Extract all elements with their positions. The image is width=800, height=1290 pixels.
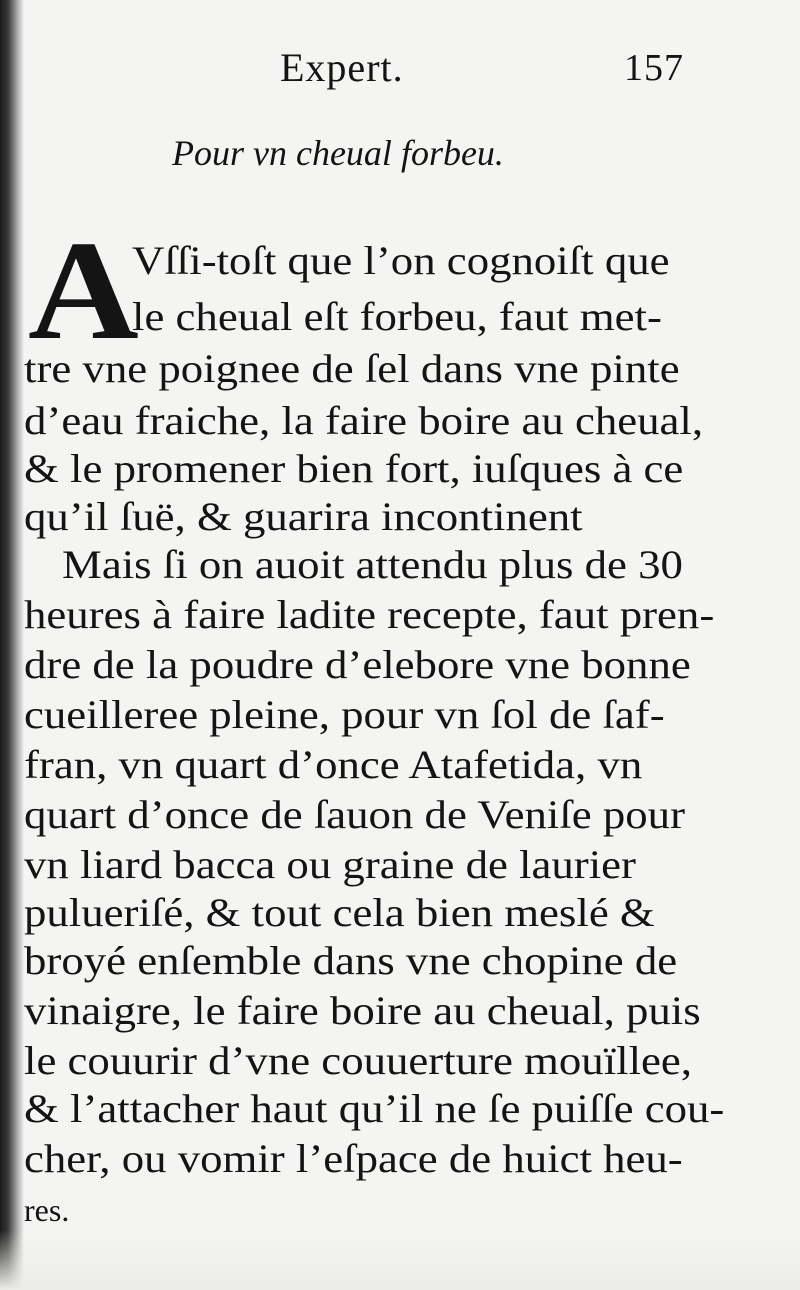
text-line-11: fran, vn quart d’once Atafetida, vn [24,742,643,787]
page-number: 157 [624,47,684,89]
catchword: res. [24,1192,70,1228]
text-line-4: d’eau fraiche, la faire boire au cheual, [24,398,704,443]
drop-cap-initial: A [28,211,139,369]
text-line-14: pulueriſé, & tout cela bien meslé & [24,890,655,935]
text-line-6: qu’il ſuë, & guarira incontinent [24,494,583,539]
text-line-18: & l’attacher haut qu’il ne ſe puiſſe cou- [24,1086,725,1131]
text-line-12: quart d’once de ſauon de Veniſe pour [24,792,686,837]
recipe-title: Pour vn cheual forbeu. [172,133,504,173]
text-line-2: le cheual eſt forbeu, faut met- [132,294,662,339]
text-line-3: tre vne poignee de ſel dans vne pinte [24,346,680,391]
text-line-5: & le promener bien fort, iuſques à ce [24,446,684,491]
text-line-1: Vſſi-toſt que l’on cognoiſt que [132,238,670,283]
running-head-title: Expert. [280,45,404,90]
text-line-19: cher, ou vomir l’eſpace de huict heu- [24,1136,683,1181]
running-head [0,44,760,104]
text-line-10: cueilleree pleine, pour vn ſol de ſaf- [24,692,665,737]
text-line-15: broyé enſemble dans vne chopine de [24,938,678,983]
text-line-17: le couurir d’vne couuerture mouïllee, [24,1038,693,1083]
page-bottom-shade [0,1230,800,1290]
text-line-8: heures à faire ladite recepte, faut pren- [24,592,715,637]
text-line-13: vn liard bacca ou graine de laurier [24,842,636,887]
text-line-16: vinaigre, le faire boire au cheual, puis [24,988,701,1033]
page-gutter-shadow [0,0,24,1290]
text-line-9: dre de la poudre d’elebore vne bonne [24,642,691,687]
text-line-7: Mais ſi on auoit attendu plus de 30 [62,542,683,587]
